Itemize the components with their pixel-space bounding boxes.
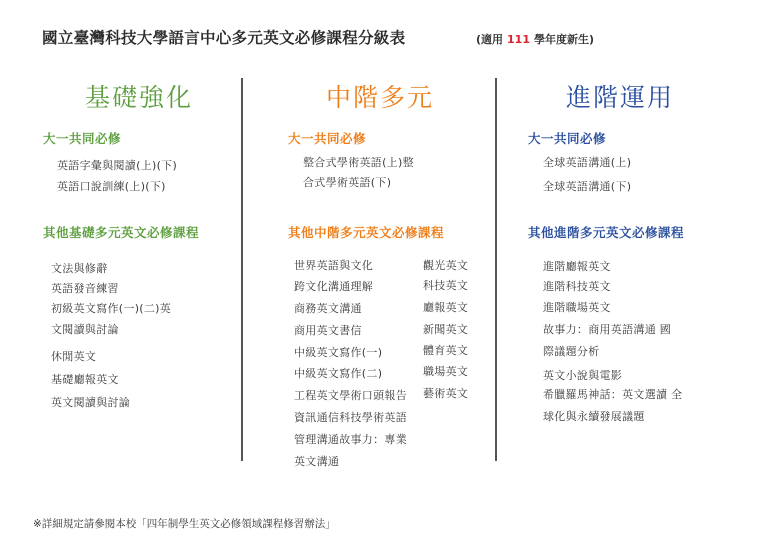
advanced-elective-heading: 其他進階多元英文必修課程	[528, 225, 685, 240]
list-item: 休閒英文	[51, 350, 97, 363]
list-item: 合式學術英語(下)	[303, 176, 392, 189]
list-item: 整合式學術英語(上)整	[303, 156, 414, 169]
list-item: 基礎廳報英文	[51, 373, 119, 386]
list-item: 科技英文	[423, 279, 469, 292]
list-item: 英語口說訓練(上)(下)	[57, 180, 166, 193]
list-item: 初級英文寫作(一)(二)英	[51, 302, 172, 315]
list-item: 全球英語溝通(下)	[543, 180, 632, 193]
page-title: 國立臺灣科技大學語言中心多元英文必修課程分級表	[42, 29, 406, 47]
list-item: 新聞英文	[423, 323, 469, 336]
list-item: 進階科技英文	[543, 280, 611, 293]
list-item: 管理溝通故事力：專業	[294, 433, 407, 446]
list-item: 故事力：商用英語溝通 國	[543, 323, 672, 336]
list-item: 職場英文	[423, 365, 469, 378]
list-item: 進階廳報英文	[543, 260, 611, 273]
list-item: 際議題分析	[543, 345, 600, 358]
list-item: 商務英文溝通	[294, 302, 362, 315]
footer-note: ※詳細規定請參閱本校「四年制學生英文必修領域課程修習辦法」	[33, 518, 336, 530]
advanced-required-heading: 大一共同必修	[528, 131, 607, 146]
list-item: 廳報英文	[423, 301, 469, 314]
column-title-advanced: 進階運用	[566, 83, 675, 112]
list-item: 藝術英文	[423, 387, 469, 400]
list-item: 英文小說與電影	[543, 369, 623, 382]
list-item: 英語字彙與閱讀(上)(下)	[57, 159, 178, 172]
list-item: 進階職場英文	[543, 301, 611, 314]
note-prefix: (適用	[476, 33, 504, 46]
list-item: 跨文化溝通理解	[294, 280, 374, 293]
list-item: 世界英語與文化	[294, 259, 374, 272]
basic-required-heading: 大一共同必修	[43, 131, 122, 146]
basic-elective-heading: 其他基礎多元英文必修課程	[43, 225, 200, 240]
column-divider-1	[241, 78, 243, 461]
applicability-note	[476, 31, 594, 47]
note-suffix: 學年度新生)	[534, 33, 595, 46]
column-title-basic: 基礎強化	[85, 83, 194, 112]
list-item: 全球英語溝通(上)	[543, 156, 632, 169]
list-item: 希臘羅馬神話：英文選讀 全	[543, 388, 683, 401]
list-item: 文閱讀與討論	[51, 323, 119, 336]
list-item: 英文閱讀與討論	[51, 396, 131, 409]
list-item: 資訊通信科技學術英語	[294, 411, 407, 424]
list-item: 文法與修辭	[51, 262, 108, 275]
note-year: 111	[507, 33, 530, 46]
column-title-intermediate: 中階多元	[326, 83, 435, 112]
list-item: 球化與永續發展議題	[543, 410, 645, 423]
list-item: 商用英文書信	[294, 324, 362, 337]
list-item: 中級英文寫作(一)	[294, 346, 383, 359]
list-item: 英語發音練習	[51, 282, 119, 295]
list-item: 工程英文學術口頭報告	[294, 389, 407, 402]
intermediate-elective-heading: 其他中階多元英文必修課程	[288, 225, 445, 240]
list-item: 觀光英文	[423, 259, 469, 272]
column-divider-2	[495, 78, 497, 461]
list-item: 體育英文	[423, 344, 469, 357]
list-item: 中級英文寫作(二)	[294, 367, 383, 380]
intermediate-required-heading: 大一共同必修	[288, 131, 367, 146]
list-item: 英文溝通	[294, 455, 340, 468]
